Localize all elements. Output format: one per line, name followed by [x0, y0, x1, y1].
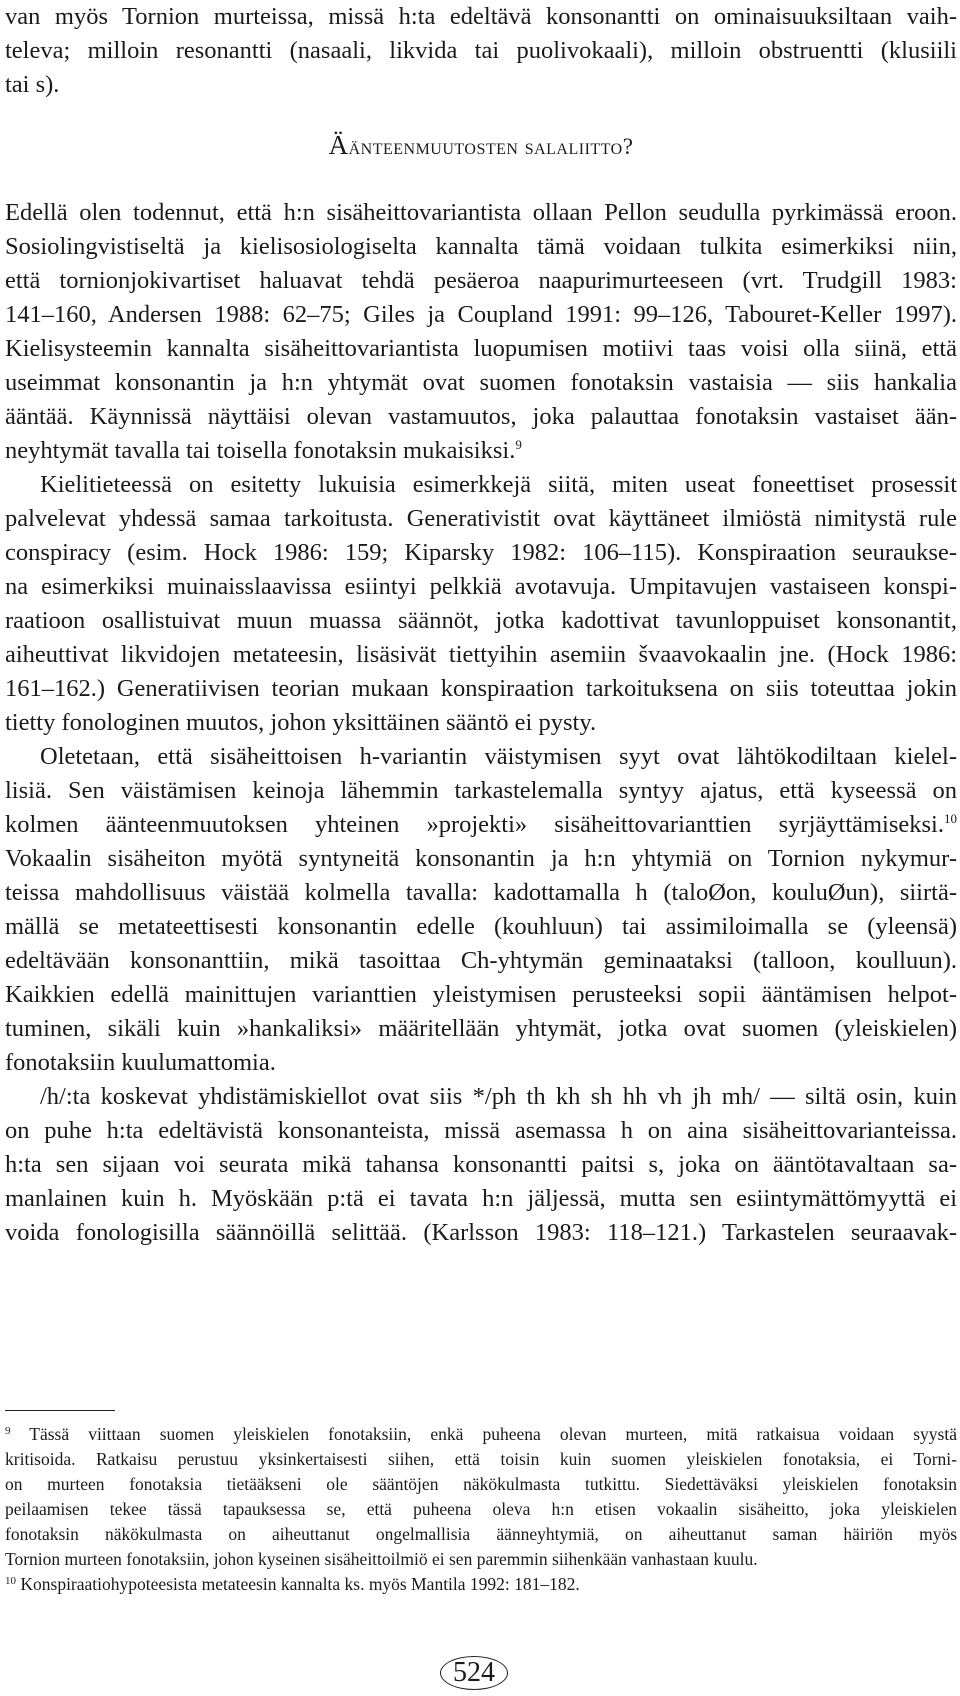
footnote-separator: [5, 1410, 115, 1411]
footnote-line: Tornion murteen fonotaksiin, johon kyseinen sisäheittoilmiö ei sen paremmin siihenkään vanhastaan kuulu.: [5, 1549, 758, 1569]
text-line: Oletetaan, että sisäheittoisen h-variantin väistymisen syyt ovat lähtökodiltaan kielel-: [40, 743, 957, 770]
text-line: Kaikkien edellä mainittujen varianttien yleistymisen perusteeksi sopii ääntämisen helpot-: [5, 981, 957, 1008]
text-line: 141–160, Andersen 1988: 62–75; Giles ja Coupland 1991: 99–126, Tabouret-Keller 1997).: [5, 301, 957, 328]
text-line: Edellä olen todennut, että h:n sisäheittovariantista ollaan Pellon seudulla pyrkimässä eroon.: [5, 199, 957, 226]
footnote-line: $^9$ Tässä viittaan suomen yleiskielen fonotaksiin, enkä puheena olevan murteen, mitä ratkaisua voidaan syystä: [5, 1424, 957, 1444]
text-line: useimmat konsonantin ja h:n yhtymät ovat suomen fonotaksin vastaisia — siis hankalia: [5, 369, 957, 396]
text-line: conspiracy (esim. Hock 1986: 159; Kiparsky 1982: 106–115). Konspiraation seurauksе-: [5, 539, 957, 566]
text-line: tuminen, sikäli kuin »hankaliksi» määritellään yhtymät, jotka ovat suomen (yleiskielen): [5, 1015, 957, 1042]
footnote-line: peilaamisen tekee tässä tapauksessa se, että puheena oleva h:n etisen vokaalin sisäheitto, joka yleiskielen: [5, 1499, 957, 1519]
text-line: fonotaksiin kuulumattomia.: [5, 1049, 276, 1076]
text-line: aiheuttivat likvidojen metateesin, lisäsivät tiettyihin asemiin švaavokaalin jne. (Hock 1986:: [5, 641, 957, 668]
text-line: että tornionjokivartiset haluavat tehdä pesäeroa naapurimurteeseen (vrt. Trudgill 1983:: [5, 267, 957, 294]
text-line: Kielitieteessä on esitetty lukuisia esimerkkejä siitä, miten useat foneettiset prosessit: [40, 471, 957, 498]
footnote-ref-9[interactable]: 9: [515, 437, 522, 452]
text-line: manlainen kuin h. Myöskään p:tä ei tavata h:n jäljessä, mutta sen esiintymättömyyttä ei: [5, 1185, 957, 1212]
text-line: /h/:ta koskevat yhdistämiskiellot ovat siis */ph th kh sh hh vh jh mh/ — siltä osin, kuin: [40, 1083, 957, 1110]
text-line: ääntää. Käynnissä näyttäisi olevan vastamuutos, joka palauttaa fonotaksin vastaiset ään-: [5, 403, 957, 430]
text-line: kolmen äänteenmuutoksen yhteinen »projekti» sisäheittovarianttien syrjäyttämiseksi.$^{10}$: [5, 811, 957, 838]
text-line: h:ta sen sijaan voi seurata mikä tahansa konsonantti paitsi s, joka on ääntötavaltaan sa-: [5, 1151, 957, 1178]
text-line: mällä se metateettisesti konsonantin edelle (kouhluun) tai assimiloimalla se (yleensä): [5, 913, 957, 940]
text-line: tai s).: [5, 71, 60, 98]
text-line: televa; milloin resonantti (nasaali, likvida tai puolivokaali), milloin obstruentti (klusiili: [5, 37, 957, 64]
text-line: on puhe h:ta edeltävistä konsonanteista, missä asemassa h on aina sisäheittovarianteissa.: [5, 1117, 957, 1144]
text-line: palvelevat yhdessä samaa tarkoitusta. Generativistit ovat käyttäneet ilmiöstä nimitystä rule: [5, 505, 957, 532]
text-line: neyhtymät tavalla tai toisella fonotaksin mukaisiksi.$^9$: [5, 437, 522, 464]
footnote-ref-10[interactable]: 10: [944, 811, 957, 826]
footnote-line: on murteen fonotaksia tietääkseni ole sääntöjen näkökulmasta tutkittu. Siedettäväksi yleiskielen fonotaksin: [5, 1474, 957, 1494]
footnote-number-10: 10: [5, 1575, 16, 1587]
text-line: raatioon osallistuivat muun muassa säännöt, jotka kadottivat tavunloppuiset konsonantit,: [5, 607, 957, 634]
text-line: edeltävään konsonanttiin, mikä tasoittaa Ch-yhtymän geminaataksi (talloon, koulluun).: [5, 947, 957, 974]
text-line: tietty fonologinen muutos, johon yksittäinen sääntö ei pysty.: [5, 709, 597, 736]
text-line: teissa mahdollisuus väistää kolmella tavalla: kadottamalla h (taloØon, kouluØun), siirtä-: [5, 879, 957, 906]
text-line: 161–162.) Generatiivisen teorian mukaan konspiraation tarkoituksena on siis toteuttaa jokin: [5, 675, 957, 702]
text-line: voida fonologisilla säännöillä selittää. (Karlsson 1983: 118–121.) Tarkastelen seuraavak-: [5, 1219, 957, 1246]
footnote-line: $^{10}$ Konspiraatiohypoteesista metateesin kannalta ks. myös Mantila 1992: 181–182.: [5, 1574, 580, 1594]
text-line: van myös Tornion murteissa, missä h:ta edeltävä konsonantti on ominaisuuksiltaan vaih-: [5, 3, 957, 30]
text-line: lisiä. Sen väistämisen keinoja lähemmin tarkastelemalla syntyy ajatus, että kyseessä on: [5, 777, 957, 804]
footnote-line: fonotaksin näkökulmasta on aiheuttanut ongelmallisia äänneyhtymiä, on aiheuttanut saman häiriön myös: [5, 1524, 957, 1544]
page-number: 524: [440, 1656, 508, 1690]
section-heading: Äänteenmuutosten salaliitto?: [328, 130, 634, 160]
text-line: Sosiolingvistiseltä ja kielisosiologiselta kannalta tämä voidaan tulkita esimerkiksi niin,: [5, 233, 957, 260]
footnote-line: kritisoida. Ratkaisu perustuu yksinkertaisesti siihen, että toisin kuin suomen yleiskielen fonotaksia, ei Torni-: [5, 1449, 957, 1469]
text-line: Vokaalin sisäheiton myötä syntyneitä konsonantin ja h:n yhtymiä on Tornion nykymur-: [5, 845, 957, 872]
text-line: Kielisysteemin kannalta sisäheittovariantista luopumisen motiivi taas voisi olla siinä, että: [5, 335, 957, 362]
footnote-number-9: 9: [5, 1425, 11, 1437]
text-line: na esimerkiksi muinaisslaavissa esiintyi pelkkiä avotavuja. Umpitavujen vastaiseen konspi-: [5, 573, 957, 600]
